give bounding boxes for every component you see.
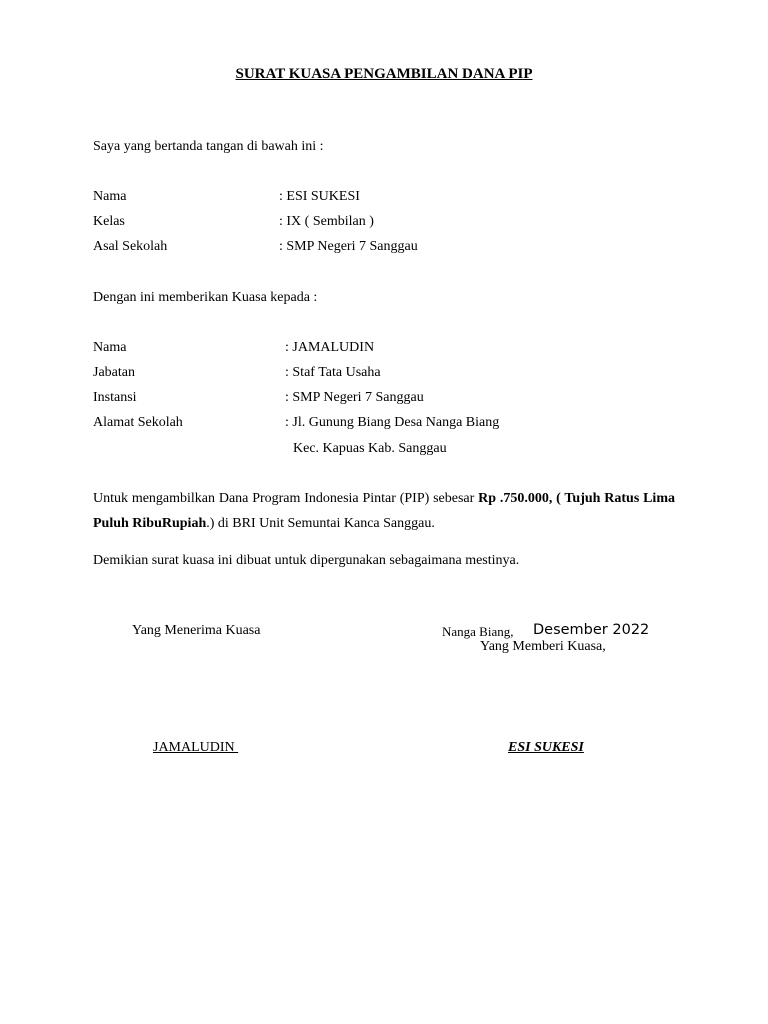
receiver-name: JAMALUDIN <box>153 740 239 755</box>
grantee-name-value: : JAMALUDIN <box>285 340 375 355</box>
signing-place: Nanga Biang, <box>442 624 514 639</box>
giver-name: ESI SUKESI <box>508 740 584 755</box>
grantor-school-label: Asal Sekolah <box>93 239 168 254</box>
signing-date: Desember 2022 <box>533 622 650 638</box>
grantee-position-value: : Staf Tata Usaha <box>285 365 381 380</box>
grantee-institution-label: Instansi <box>93 390 137 405</box>
grantor-school-value: : SMP Negeri 7 Sanggau <box>279 239 418 254</box>
closing-text: Demikian surat kuasa ini dibuat untuk dipergunakan sebagaimana mestinya. <box>93 553 520 568</box>
grantee-address-value: : Jl. Gunung Biang Desa Nanga Biang <box>285 415 500 430</box>
receiver-label: Yang Menerima Kuasa <box>132 623 261 638</box>
purpose-amount: Rp .750.000, ( Tujuh Ratus Lima Puluh RibuRupiah <box>93 491 675 531</box>
giver-label: Yang Memberi Kuasa, <box>480 639 606 654</box>
document-title: SURAT KUASA PENGAMBILAN DANA PIP <box>235 66 533 82</box>
purpose-text-1: Untuk mengambilkan Dana Program Indonesia Pintar (PIP) sebesar <box>93 491 479 506</box>
grantee-institution-value: : SMP Negeri 7 Sanggau <box>285 390 424 405</box>
grantor-name-label: Nama <box>93 189 127 204</box>
grantee-name-label: Nama <box>93 340 127 355</box>
grantee-address-line2: Kec. Kapuas Kab. Sanggau <box>293 441 447 456</box>
grantee-position-label: Jabatan <box>93 365 135 380</box>
purpose-text-2: .) di BRI Unit Semuntai Kanca Sanggau. <box>206 516 435 531</box>
intro-text: Saya yang bertanda tangan di bawah ini : <box>93 139 324 154</box>
grantor-class-label: Kelas <box>93 214 125 229</box>
grantor-name-value: : ESI SUKESI <box>279 189 360 204</box>
purpose-paragraph <box>93 486 675 536</box>
grantee-address-label: Alamat Sekolah <box>93 415 183 430</box>
grantor-class-value: : IX ( Sembilan ) <box>279 214 374 229</box>
transition-text: Dengan ini memberikan Kuasa kepada : <box>93 290 318 305</box>
